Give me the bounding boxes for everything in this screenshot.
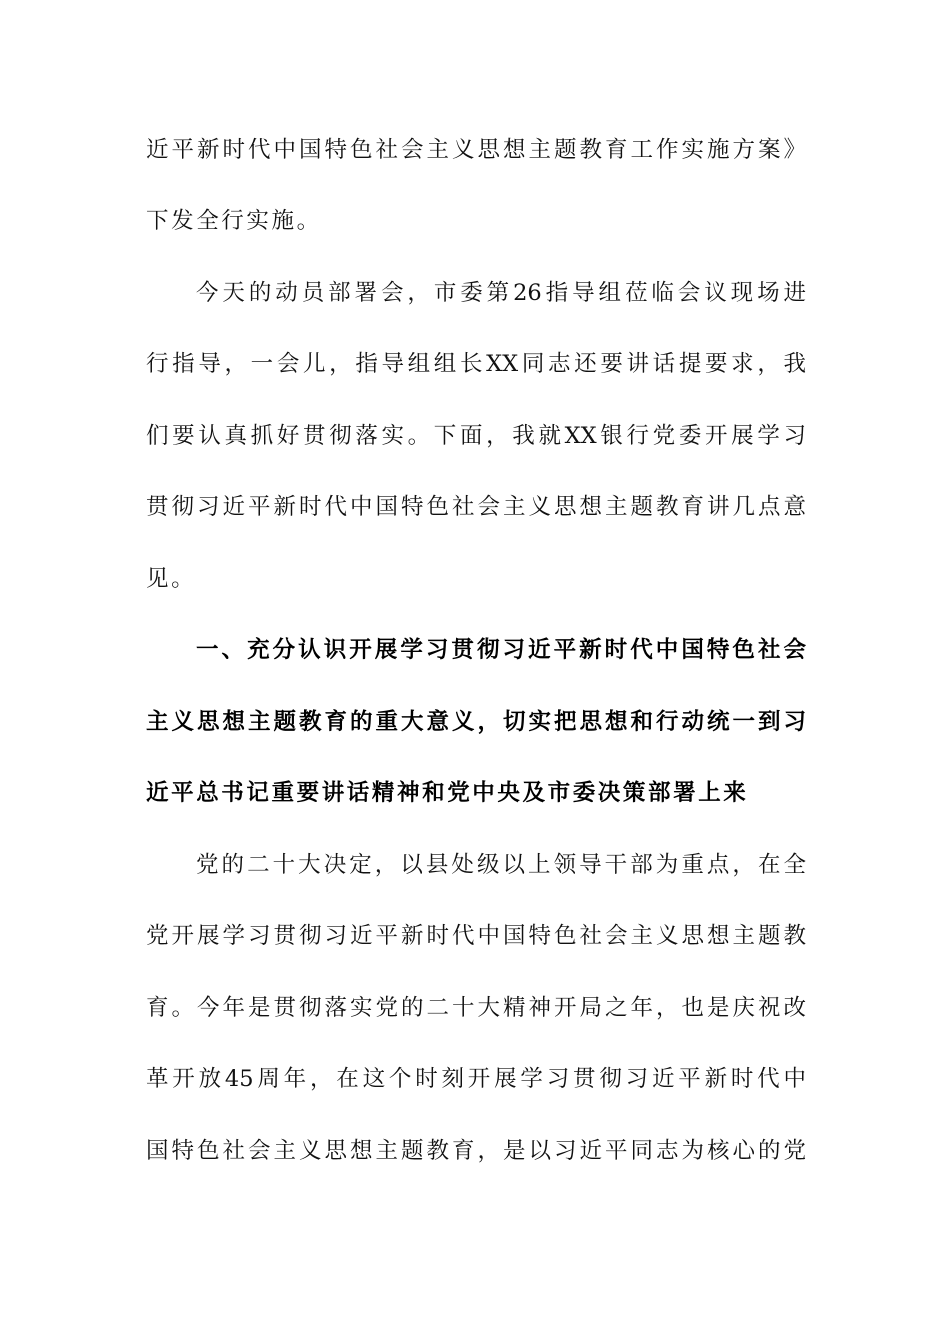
section-heading-line: 主义思想主题教育的重大意义，切实把思想和行动统一到习 [146, 709, 806, 735]
body-text-line: 国特色社会主义思想主题教育，是以习近平同志为核心的党 [146, 1138, 806, 1164]
section-heading-line: 一、充分认识开展学习贯彻习近平新时代中国特色社会 [196, 637, 806, 663]
body-text-line: 近平新时代中国特色社会主义思想主题教育工作实施方案》 [146, 137, 806, 163]
body-text-line: 革开放45周年，在这个时刻开展学习贯彻习近平新时代中 [146, 1066, 806, 1092]
body-text-line: 今天的动员部署会，市委第26指导组莅临会议现场进 [196, 280, 806, 306]
section-heading-line: 近平总书记重要讲话精神和党中央及市委决策部署上来 [146, 780, 749, 806]
body-text-line: 党开展学习贯彻习近平新时代中国特色社会主义思想主题教 [146, 923, 806, 949]
body-text-line: 育。今年是贯彻落实党的二十大精神开局之年，也是庆祝改 [146, 995, 806, 1021]
body-text-line: 行指导，一会儿，指导组组长XX同志还要讲话提要求，我 [146, 351, 806, 377]
body-text-line: 贯彻习近平新时代中国特色社会主义思想主题教育讲几点意 [146, 494, 806, 520]
body-text-line: 下发全行实施。 [146, 208, 322, 234]
body-text-line: 见。 [146, 566, 197, 592]
body-text-line: 党的二十大决定，以县处级以上领导干部为重点，在全 [196, 852, 806, 878]
body-text-line: 们要认真抓好贯彻落实。下面，我就XX银行党委开展学习 [146, 423, 806, 449]
